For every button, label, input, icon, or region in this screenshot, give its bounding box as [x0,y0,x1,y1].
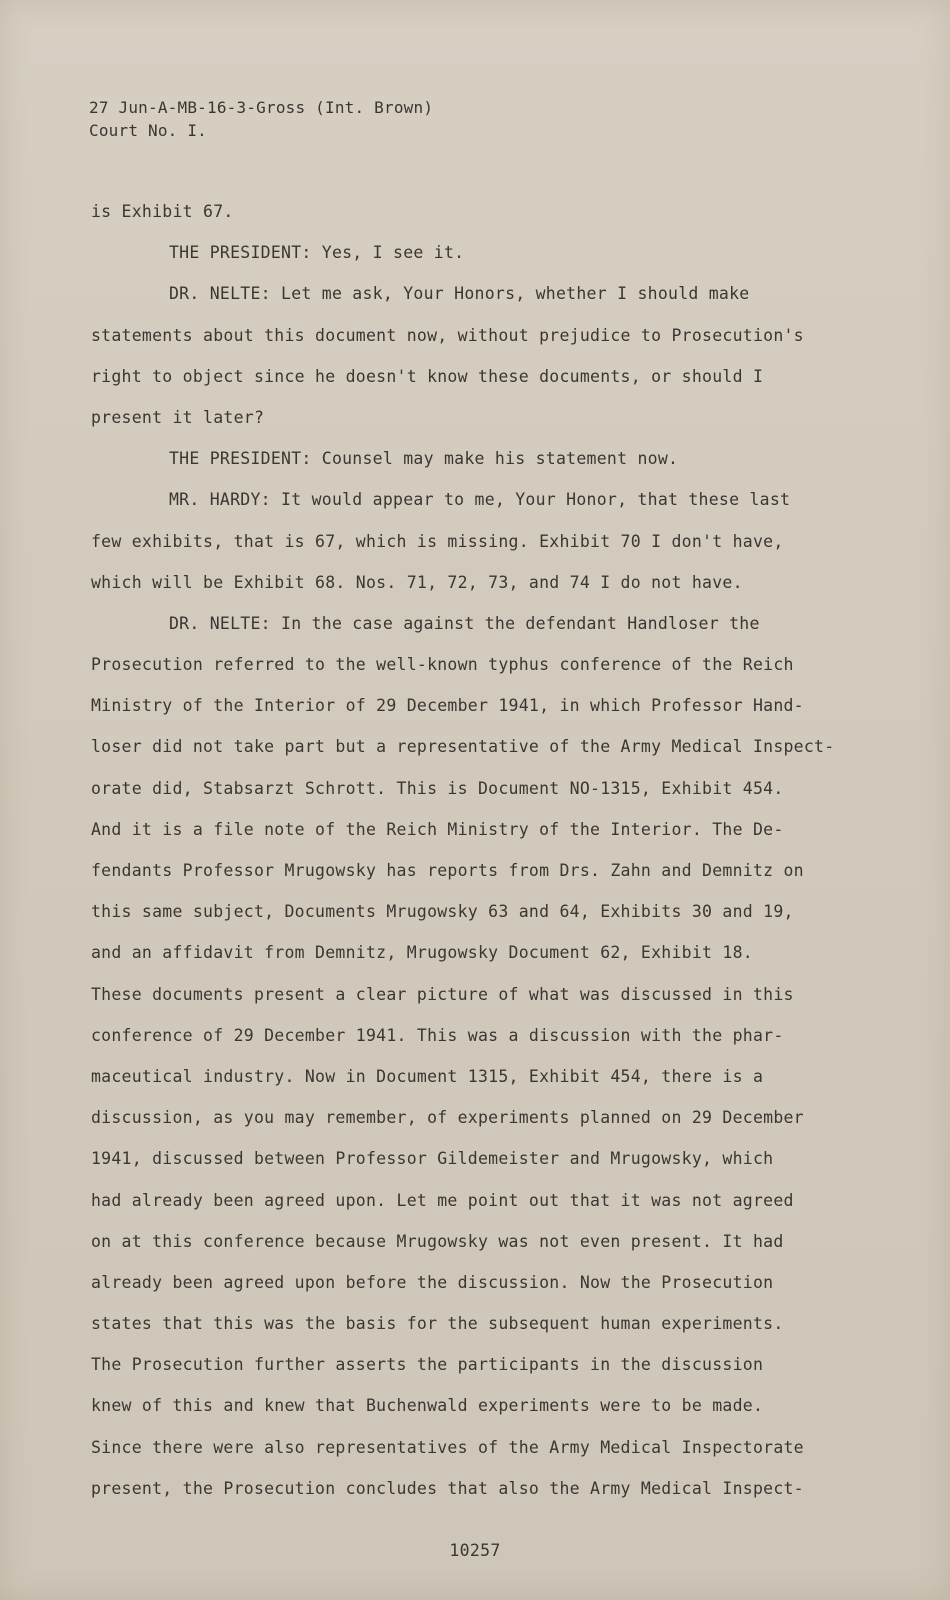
transcript-line: already been agreed upon before the discussion. Now the Prosecution [91,1272,774,1292]
transcript-line: And it is a file note of the Reich Ministry of the Interior. The De- [91,819,784,839]
transcript-line: orate did, Stabsarzt Schrott. This is Document NO-1315, Exhibit 454. [91,778,784,798]
transcript-line: knew of this and knew that Buchenwald experiments were to be made. [91,1396,764,1416]
transcript-line: conference of 29 December 1941. This was a discussion with the phar- [91,1025,784,1045]
transcript-line: and an affidavit from Demnitz, Mrugowsky Document 62, Exhibit 18. [91,943,753,963]
document-header [89,96,433,142]
transcript-line: had already been agreed upon. Let me point out that it was not agreed [91,1190,794,1210]
transcript-line: on at this conference because Mrugowsky was not even present. It had [91,1231,784,1251]
transcript-line: THE PRESIDENT: Counsel may make his statement now. [169,449,679,469]
transcript-line: few exhibits, that is 67, which is missing. Exhibit 70 I don't have, [91,531,784,551]
transcript-line: discussion, as you may remember, of experiments planned on 29 December [91,1108,804,1128]
transcript-line: These documents present a clear picture of what was discussed in this [91,984,794,1004]
transcript-line: present, the Prosecution concludes that also the Army Medical Inspect- [91,1478,804,1498]
transcript-line: fendants Professor Mrugowsky has reports from Drs. Zahn and Demnitz on [91,861,804,880]
transcript-line: is Exhibit 67. [91,202,234,221]
transcript-line: this same subject, Documents Mrugowsky 63 and 64, Exhibits 30 and 19, [91,902,794,922]
transcript-body [91,200,851,1518]
page-number: 10257 [449,1541,501,1560]
transcript-line: Prosecution referred to the well-known typhus conference of the Reich [91,655,794,675]
transcript-line: Since there were also representatives of the Army Medical Inspectorate [91,1437,804,1457]
transcript-line: present it later? [91,407,265,427]
transcript-line: statements about this document now, without prejudice to Prosecution's [91,325,804,345]
transcript-line: states that this was the basis for the subsequent human experiments. [91,1314,784,1334]
court-number: Court No. I. [89,121,207,140]
session-reference: 27 Jun-A-MB-16-3-Gross (Int. Brown) [89,98,434,117]
transcript-line: maceutical industry. Now in Document 1315, Exhibit 454, there is a [91,1066,764,1086]
transcript-line: loser did not take part but a representative of the Army Medical Inspect- [91,737,835,757]
transcript-line: which will be Exhibit 68. Nos. 71, 72, 73, and 74 I do not have. [91,572,743,592]
transcript-line: MR. HARDY: It would appear to me, Your Honor, that these last [169,490,791,510]
transcript-line: THE PRESIDENT: Yes, I see it. [169,243,465,263]
transcript-line: Ministry of the Interior of 29 December 1941, in which Professor Hand- [91,696,804,716]
transcript-line: 1941, discussed between Professor Gildemeister and Mrugowsky, which [91,1149,774,1169]
transcript-line: The Prosecution further asserts the participants in the discussion [91,1355,764,1375]
transcript-line: right to object since he doesn't know these documents, or should I [91,366,764,386]
transcript-line: DR. NELTE: In the case against the defendant Handloser the [169,613,760,633]
transcript-line: DR. NELTE: Let me ask, Your Honors, whether I should make [169,284,750,304]
